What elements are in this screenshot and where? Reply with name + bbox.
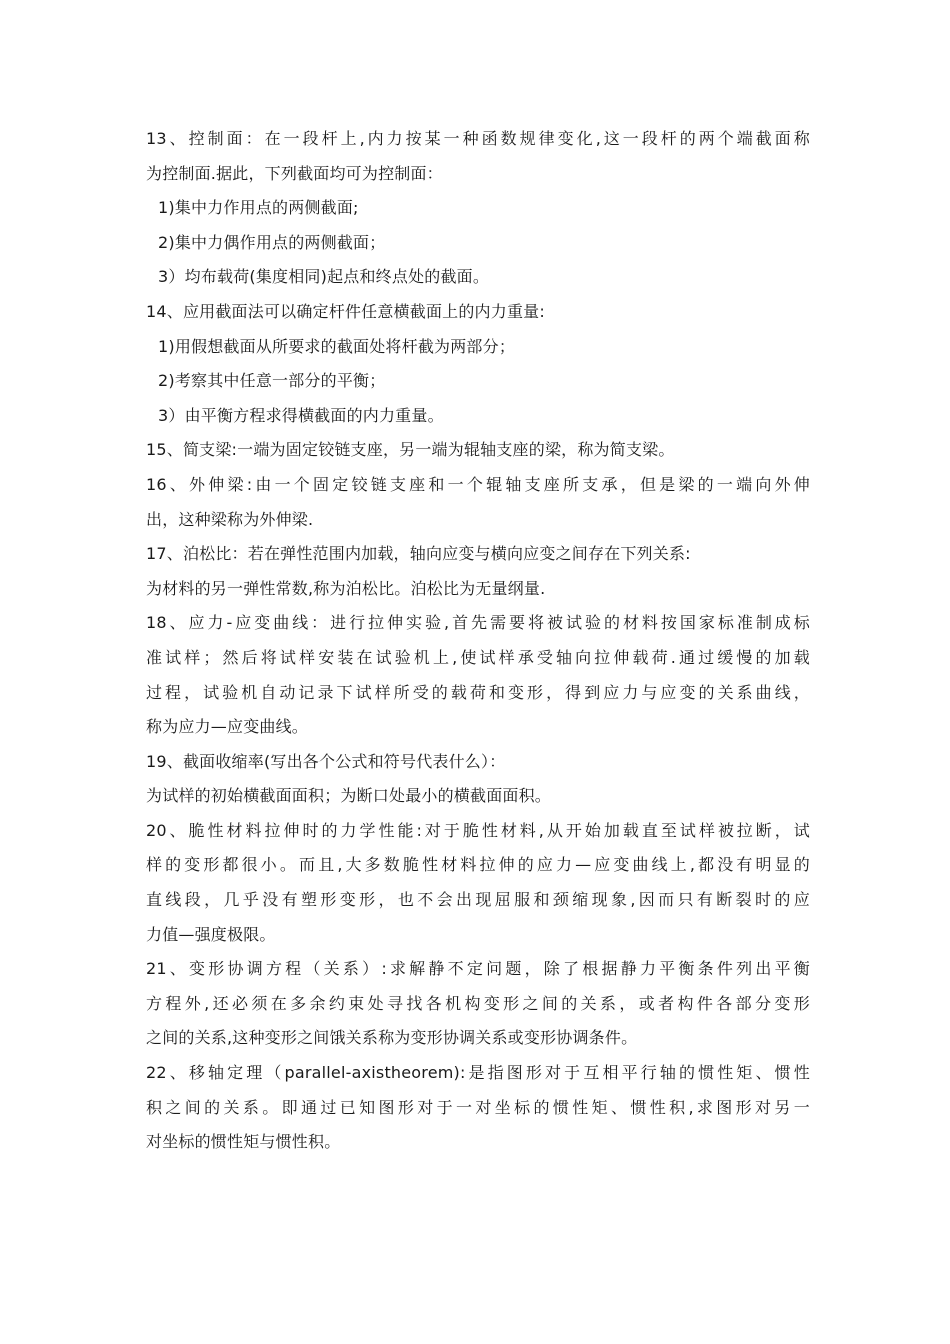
list-item: 2)考察其中任意一部分的平衡； xyxy=(158,371,386,391)
document-body xyxy=(146,122,810,1160)
list-item: 1)用假想截面从所要求的截面处将杆截为两部分； xyxy=(158,336,516,356)
paragraph-line: 22、移轴定理（parallel-axistheorem):是指图形对于互相平行轴的惯性矩、惯性 xyxy=(146,1063,810,1083)
paragraph-line: 称为应力—应变曲线。 xyxy=(146,717,309,737)
paragraph-line: 过程，试验机自动记录下试样所受的载荷和变形，得到应力与应变的关系曲线， xyxy=(146,682,810,702)
paragraph-line: 为试样的初始横截面面积；为断口处最小的横截面面积。 xyxy=(146,786,552,806)
paragraph-line: 对坐标的惯性矩与惯性积。 xyxy=(146,1132,341,1152)
paragraph-line: 19、截面收缩率(写出各个公式和符号代表什么）： xyxy=(146,751,506,771)
paragraph-line: 20、脆性材料拉伸时的力学性能:对于脆性材料,从开始加载直至试样被拉断，试 xyxy=(146,820,810,840)
paragraph-line: 积之间的关系。即通过已知图形对于一对坐标的惯性矩、惯性积,求图形对另一 xyxy=(146,1097,810,1117)
paragraph-line: 15、简支梁:一端为固定铰链支座，另一端为辊轴支座的梁，称为简支梁。 xyxy=(146,440,675,460)
paragraph-line: 力值—强度极限。 xyxy=(146,924,276,944)
paragraph-line: 21、变形协调方程（关系）:求解静不定问题，除了根据静力平衡条件列出平衡 xyxy=(146,959,810,979)
paragraph-line: 17、泊松比：若在弹性范围内加载，轴向应变与横向应变之间存在下列关系: xyxy=(146,544,691,564)
list-item: 1)集中力作用点的两侧截面; xyxy=(158,198,359,218)
paragraph-line: 16、外伸梁:由一个固定铰链支座和一个辊轴支座所支承，但是梁的一端向外伸 xyxy=(146,474,810,494)
paragraph-line: 14、应用截面法可以确定杆件任意横截面上的内力重量: xyxy=(146,301,545,321)
paragraph-line: 出，这种梁称为外伸梁. xyxy=(146,509,314,529)
list-item: 3）均布载荷(集度相同)起点和终点处的截面。 xyxy=(158,267,490,287)
paragraph-line: 之间的关系,这种变形之间饿关系称为变形协调关系或变形协调条件。 xyxy=(146,1028,638,1048)
paragraph-line: 准试样；然后将试样安装在试验机上,使试样承受轴向拉伸载荷.通过缓慢的加载 xyxy=(146,647,810,667)
list-item: 2)集中力偶作用点的两侧截面； xyxy=(158,232,386,252)
paragraph-line: 样的变形都很小。而且,大多数脆性材料拉伸的应力—应变曲线上,都没有明显的 xyxy=(146,855,810,875)
paragraph-line: 为控制面.据此，下列截面均可为控制面： xyxy=(146,163,443,183)
paragraph-line: 13、控制面：在一段杆上,内力按某一种函数规律变化,这一段杆的两个端截面称 xyxy=(146,129,810,148)
paragraph-line: 18、应力-应变曲线：进行拉伸实验,首先需要将被试验的材料按国家标准制成标 xyxy=(146,613,810,633)
list-item: 3）由平衡方程求得横截面的内力重量。 xyxy=(158,405,444,425)
paragraph-line: 为材料的另一弹性常数,称为泊松比。泊松比为无量纲量. xyxy=(146,578,546,598)
paragraph-line: 方程外,还必须在多余约束处寻找各机构变形之间的关系，或者构件各部分变形 xyxy=(146,993,810,1013)
paragraph-line: 直线段，几乎没有塑形变形，也不会出现屈服和颈缩现象,因而只有断裂时的应 xyxy=(146,890,810,910)
